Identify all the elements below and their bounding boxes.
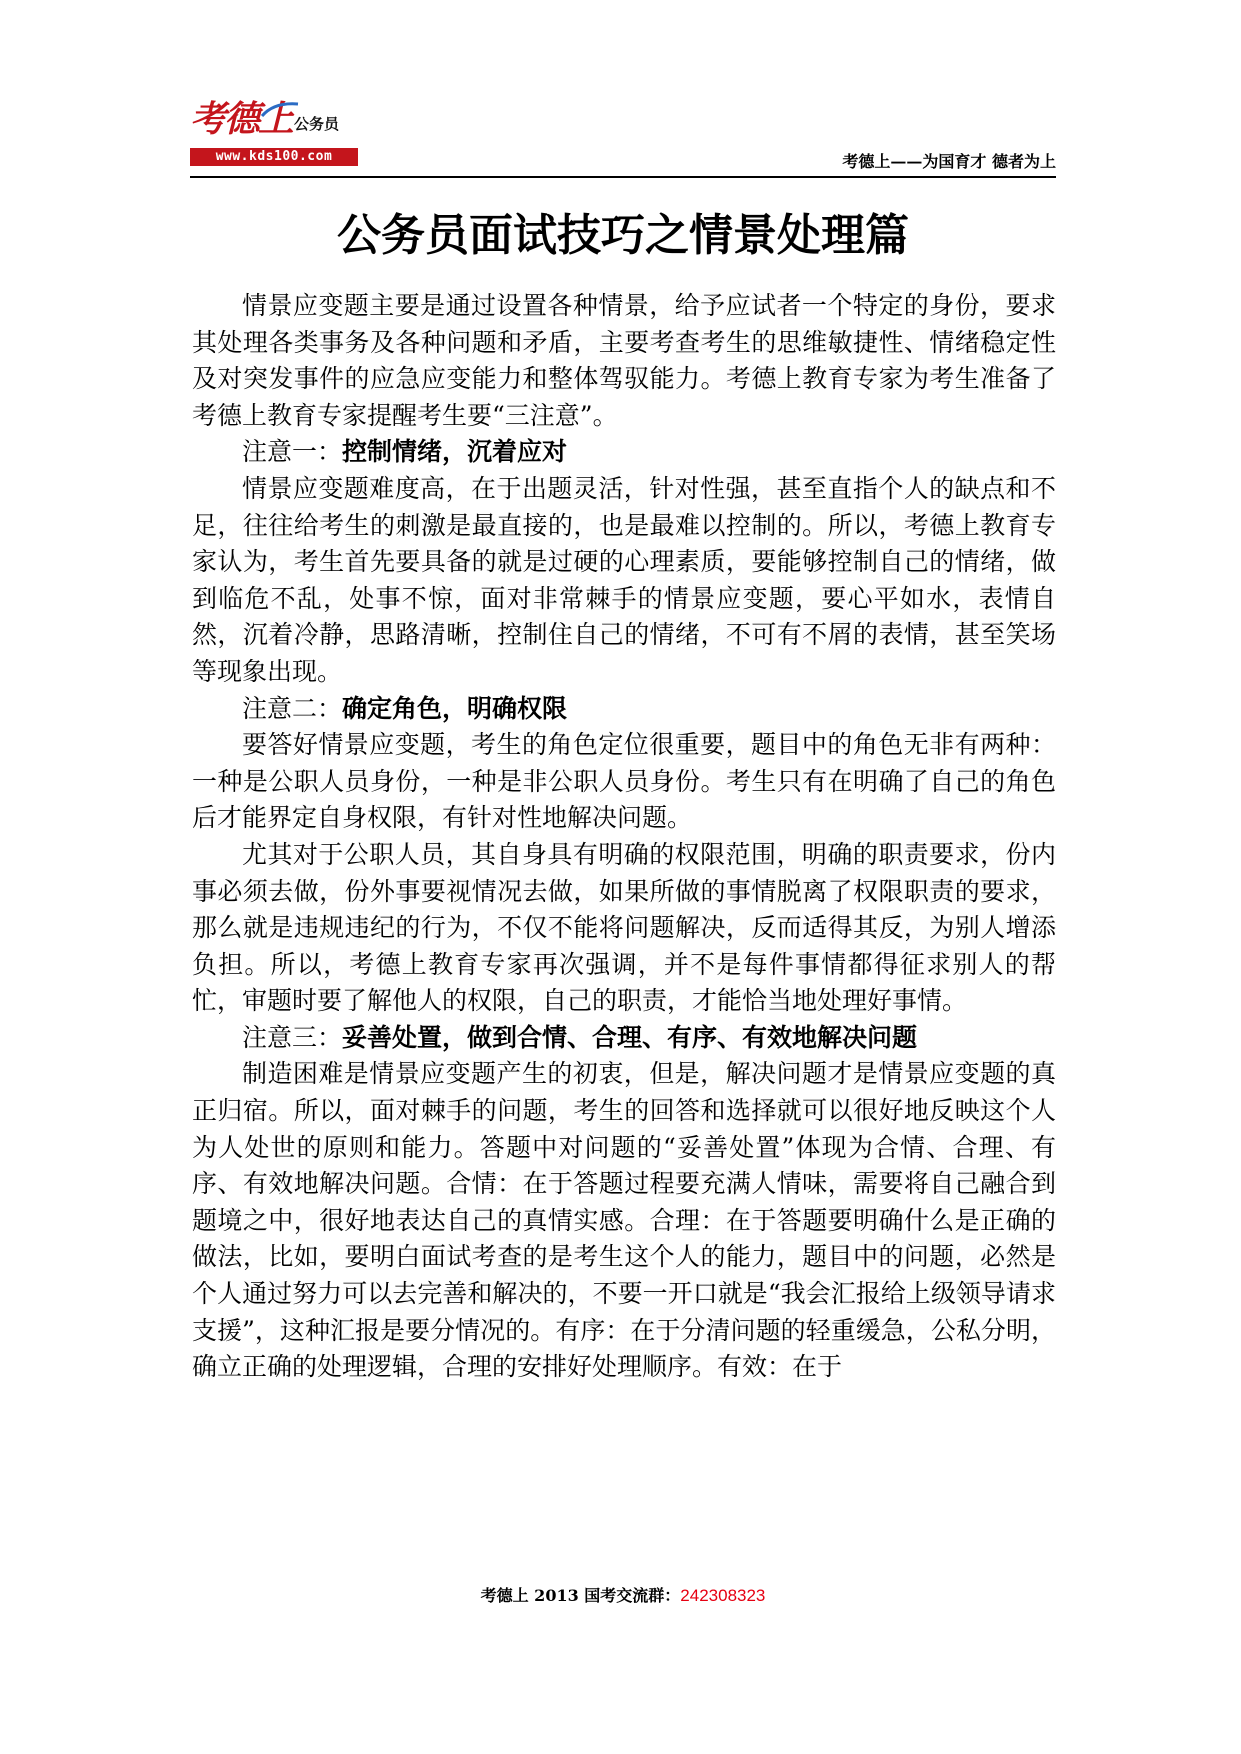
note-heading-1: [192, 434, 1056, 471]
note-1-title: 控制情绪，沉着应对: [342, 437, 568, 467]
logo-mark: [190, 98, 362, 142]
note-2-title: 确定角色，明确权限: [342, 693, 568, 723]
header-divider: [190, 176, 1056, 178]
page-footer: [190, 1585, 1056, 1607]
page-header: [190, 98, 1056, 176]
footer-label: 考德上 2013 国考交流群：: [480, 1586, 681, 1605]
note-1-paragraph: 情景应变题难度高，在于出题灵活，针对性强，甚至直指个人的缺点和不足，往往给考生的刺激是最直接的，也是最难以控制的。所以，考德上教育专家认为，考生首先要具备的就是过硬的心理素质，要能够控制自己的情绪，做到临危不乱，处事不惊，面对非常棘手的情景应变题，要心平如水，表情自然，沉着冷静，思路清晰，控制住自己的情绪，不可有不屑的表情，甚至笑场等现象出现。: [192, 473, 1056, 686]
header-slogan: 考德上——为国育才 德者为上: [842, 152, 1056, 171]
note-heading-3: [192, 1020, 1056, 1057]
note-2-paragraph-2: 尤其对于公职人员，其自身具有明确的权限范围，明确的职责要求，份内事必须去做，份外事要视情况去做，如果所做的事情脱离了权限职责的要求，那么就是违规违纪的行为，不仅不能将问题解决，反而适得其反，为别人增添负担。所以，考德上教育专家再次强调，并不是每件事情都得征求别人的帮忙，审题时要了解他人的权限，自己的职责，才能恰当地处理好事情。: [192, 839, 1056, 1016]
note-2-paragraph-1: 要答好情景应变题，考生的角色定位很重要，题目中的角色无非有两种：一种是公职人员身份，一种是非公职人员身份。考生只有在明确了自己的角色后才能界定自身权限，有针对性地解决问题。: [192, 730, 1056, 833]
intro-paragraph: 情景应变题主要是通过设置各种情景，给予应试者一个特定的身份，要求其处理各类事务及各种问题和矛盾，主要考查考生的思维敏捷性、情绪稳定性及对突发事件的应急应变能力和整体驾驭能力。考德上教育专家为考生准备了考德上教育专家提醒考生要“三注意”。: [192, 291, 1056, 430]
logo-url-bar[interactable]: www.kds100.com: [190, 148, 358, 166]
logo-tag-text: 公务员: [294, 115, 340, 133]
note-2-lead: 注意二：: [242, 693, 343, 723]
note-3-lead: 注意三：: [242, 1022, 343, 1052]
article-body: [192, 288, 1056, 1386]
logo-brand-text: 考德上: [190, 99, 293, 140]
note-3-paragraph: 制造困难是情景应变题产生的初衷，但是，解决问题才是情景应变题的真正归宿。所以，面对棘手的问题，考生的回答和选择就可以很好地反映这个人为人处世的原则和能力。答题中对问题的“妥善处置”体现为合情、合理、有序、有效地解决问题。合情：在于答题过程要充满人情味，需要将自己融合到题境之中，很好地表达自己的真情实感。合理：在于答题要明确什么是正确的做法，比如，要明白面试考查的是考生这个人的能力，题目中的问题，必然是个人通过努力可以去完善和解决的，不要一开口就是“我会汇报给上级领导请求支援”，这种汇报是要分情况的。有序：在于分清问题的轻重缓急，公私分明，确立正确的处理逻辑，合理的安排好处理顺序。有效：在于: [192, 1059, 1056, 1382]
note-3-title: 妥善处置，做到合情、合理、有序、有效地解决问题: [342, 1022, 918, 1052]
page-title: 公务员面试技巧之情景处理篇: [337, 210, 909, 261]
note-heading-2: [192, 691, 1056, 728]
note-1-lead: 注意一：: [242, 437, 343, 467]
kds-logo[interactable]: [190, 98, 362, 172]
footer-group-number[interactable]: 242308323: [680, 1586, 766, 1605]
